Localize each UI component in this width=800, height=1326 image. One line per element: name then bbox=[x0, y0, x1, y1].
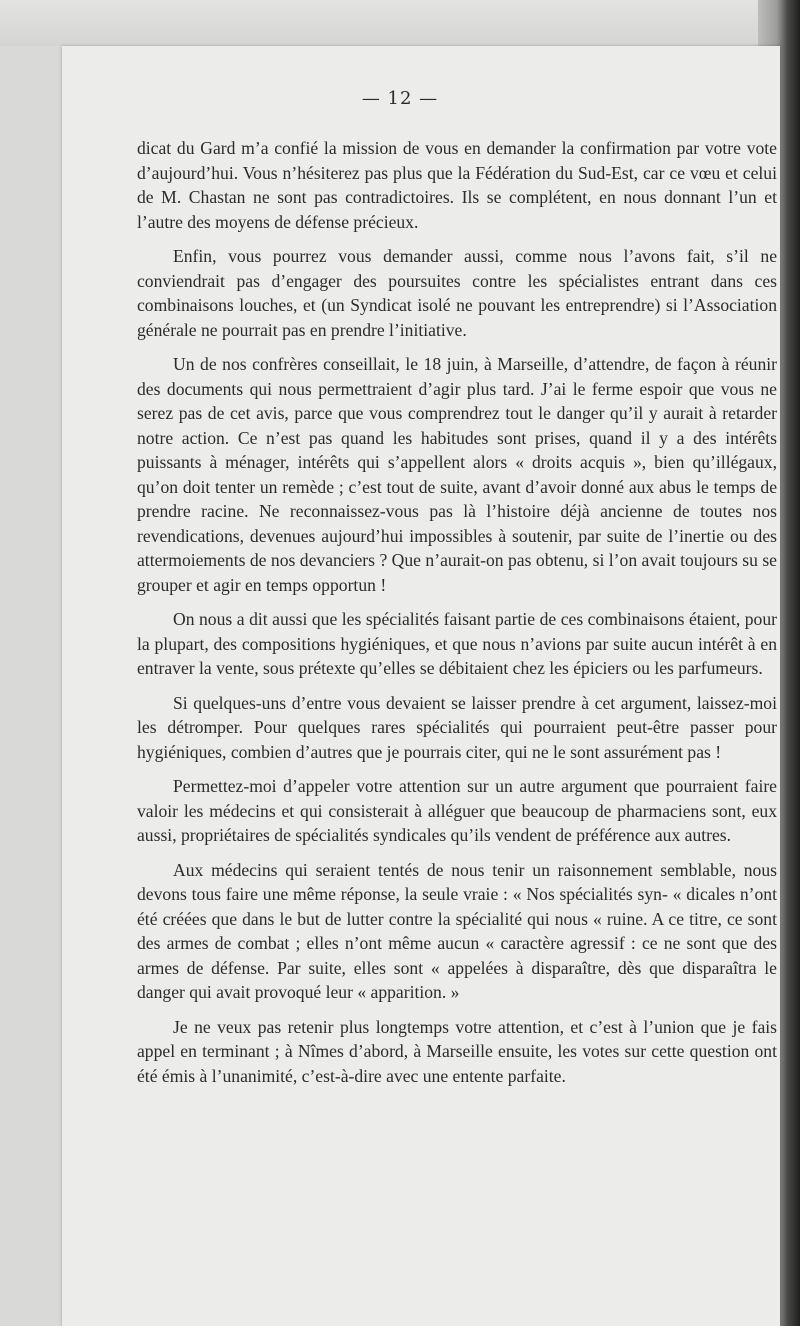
paragraph-1: dicat du Gard m’a confié la mission de vous en demander la confirmation par votre vote d’aujourd’hui. Vous n’hésiterez pas plus que la Fédération du Sud-Est, car ce vœu et celui de M. Chastan ne sont pas contradictoires. Ils se complétent, en nous donnant l’un et l’autre des moyens de défense précieux. bbox=[137, 138, 777, 232]
scan-border-top bbox=[0, 0, 800, 46]
paragraph-2: Enfin, vous pourrez vous demander aussi, comme nous l’avons fait, s’il ne conviendrait pas d’engager des poursuites contre les spécialistes entrant dans ces combinaisons louches, et (un Syndicat isolé ne pouvant les entreprendre) si l’Association générale ne pourrait pas en prendre l’initiative. bbox=[137, 246, 777, 340]
paragraph-3: Un de nos confrères conseillait, le 18 juin, à Marseille, d’attendre, de façon à réunir des documents qui nous permettraient d’agir plus tard. J’ai le ferme espoir que vous ne serez pas de cet avis, parce que vous comprendrez tout le danger qu’il y aurait à retarder notre action. Ce n’est pas quand les habitudes sont prises, quand il y a des intérêts puissants à ménager, intérêts qui s’appellent alors « droits acquis », bien qu’illégaux, qu’on doit tenter un remède ; c’est tout de suite, avant d’avoir donné aux abus le temps de prendre racine. Ne reconnaissez-vous pas là l’histoire déjà ancienne de toutes nos revendications, devenues aujourd’hui impossibles à soutenir, par suite de l’inertie ou des attermoiements de nos devanciers ? Que n’aurait-on pas obtenu, si l’on avait toujours su se grouper et agir en temps opportun ! bbox=[137, 354, 777, 595]
paragraph-7: Aux médecins qui seraient tentés de nous tenir un raisonnement semblable, nous devons tous faire une même réponse, la seule vraie : « Nos spécialités syn- « dicales n’ont été créées que dans le but de lutter contre la spécialité qui nous « ruine. A ce titre, ce sont des armes de combat ; elles n’ont même aucun « caractère agressif : ce ne sont que des armes de défense. Par suite, elles sont « appelées à disparaître, dès que disparaîtra le danger qui avait provoqué leur « apparition. » bbox=[137, 859, 777, 1002]
paragraph-6: Permettez-moi d’appeler votre attention sur un autre argument que pourraient faire valoir les médecins et qui consisterait à alléguer que beaucoup de pharmaciens sont, eux aussi, propriétaires de spécialités syndicales qu’ils vendent de préférence aux autres. bbox=[137, 776, 777, 845]
paragraph-8: Je ne veux pas retenir plus longtemps votre attention, et c’est à l’union que je fais appel en terminant ; à Nîmes d’abord, à Marseille ensuite, les votes sur cette question ont été émis à l’unanimité, c’est-à-dire avec une entente parfaite. bbox=[137, 1016, 777, 1086]
paragraph-5: Si quelques-uns d’entre vous devaient se laisser prendre à cet argument, laissez-moi les détromper. Pour quelques rares spécialités qui pourraient peut-être passer pour hygiéniques, combien d’autres que je pourrais citer, qui ne le sont assurément pas ! bbox=[137, 692, 777, 762]
page-number: — 12 — bbox=[361, 88, 439, 109]
body-text bbox=[137, 136, 777, 1098]
paragraph-4: On nous a dit aussi que les spécialités faisant partie de ces combinaisons étaient, pour la plupart, des compositions hygiéniques, et que nous n’avions par suite aucun intérêt à en entraver la vente, sous prétexte qu’elles se débitaient chez les épiciers ou les parfumeurs. bbox=[137, 609, 777, 678]
